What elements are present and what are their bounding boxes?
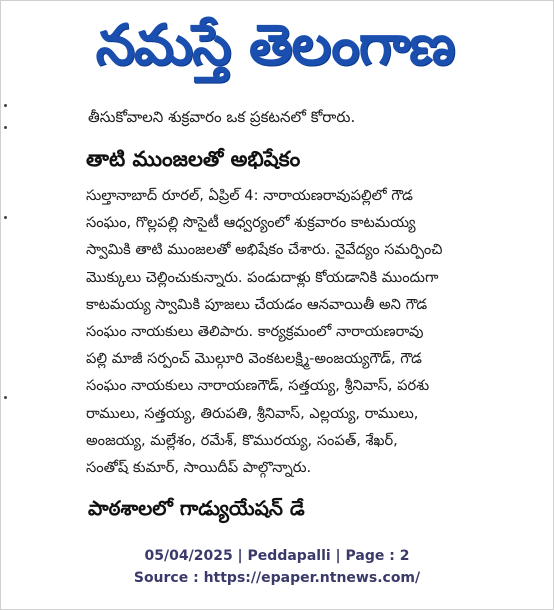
body-line: రాములు, సత్తయ్య, తిరుపతి, శ్రీనివాస్, ఎల్లయ్య, రాములు,: [86, 404, 419, 422]
next-article-headline: పాఠశాలలో గాడ్యుయేషన్ డే: [88, 496, 305, 521]
body-line: సంఘం నాయకులు నారాయణగౌడ్, సత్తయ్య, శ్రీనివాస్, పరశు: [86, 377, 430, 395]
body-line: సంతోష్ కుమార్, సాయిదీప్ పాల్గొన్నారు.: [86, 459, 312, 477]
body-line: సంఘం నాయకులు తెలిపారు. కార్యక్రమంలో నారాయణరావు: [86, 323, 424, 341]
news-article: [72, 98, 534, 523]
article-headline: తాటి ముంజలతో అభిషేకం: [86, 147, 301, 171]
newspaper-masthead: [60, 6, 490, 86]
body-line: మొక్కులు చెల్లించుకున్నారు. పండుదాళ్లు కోయడానికి ముందుగా: [86, 268, 439, 286]
previous-article-line: తీసుకోవాలని శుక్రవారం ఒక ప్రకటనలో కోరారు.: [88, 108, 356, 126]
body-line: పల్లి మాజీ సర్పంచ్ మొల్గూరి వెంకటలక్ష్మి-అంజయ్యగౌడ్, గౌడ: [86, 350, 422, 368]
margin-mark: [4, 104, 7, 107]
margin-mark: [4, 126, 7, 129]
body-line: సుల్తానాబాద్ రూరల్, ఏప్రిల్ 4: నారాయణరావుపల్లిలో గౌడ: [86, 187, 413, 204]
body-line: అంజయ్య, మల్లేశం, రమేశ్, కొమురయ్య, సంపత్, శేఖర్,: [86, 431, 398, 449]
body-line: స్వామికి తాటి ముంజలతో అభిషేకం చేశారు. నైవేద్యం సమర్పించి: [86, 241, 443, 259]
margin-mark: [4, 396, 7, 399]
margin-mark: [4, 216, 7, 219]
body-line: కాటమయ్య స్వామికి పూజలు చేయడం ఆనవాయితీ అని గౌడ: [86, 295, 428, 313]
edition-meta: 05/04/2025 | Peddapalli | Page : 2: [144, 548, 410, 564]
source-link[interactable]: Source : https://epaper.ntnews.com/: [133, 570, 421, 586]
article-body: [86, 182, 534, 481]
left-margin-marks: [0, 96, 14, 476]
body-line: సంఘం, గొల్లపల్లి సొసైటీ ఆధ్వర్యంలో శుక్రవారం కాటమయ్య: [86, 214, 416, 232]
page-footer: [0, 545, 554, 589]
masthead-title: నమస్తే తెలంగాణ: [95, 13, 455, 78]
